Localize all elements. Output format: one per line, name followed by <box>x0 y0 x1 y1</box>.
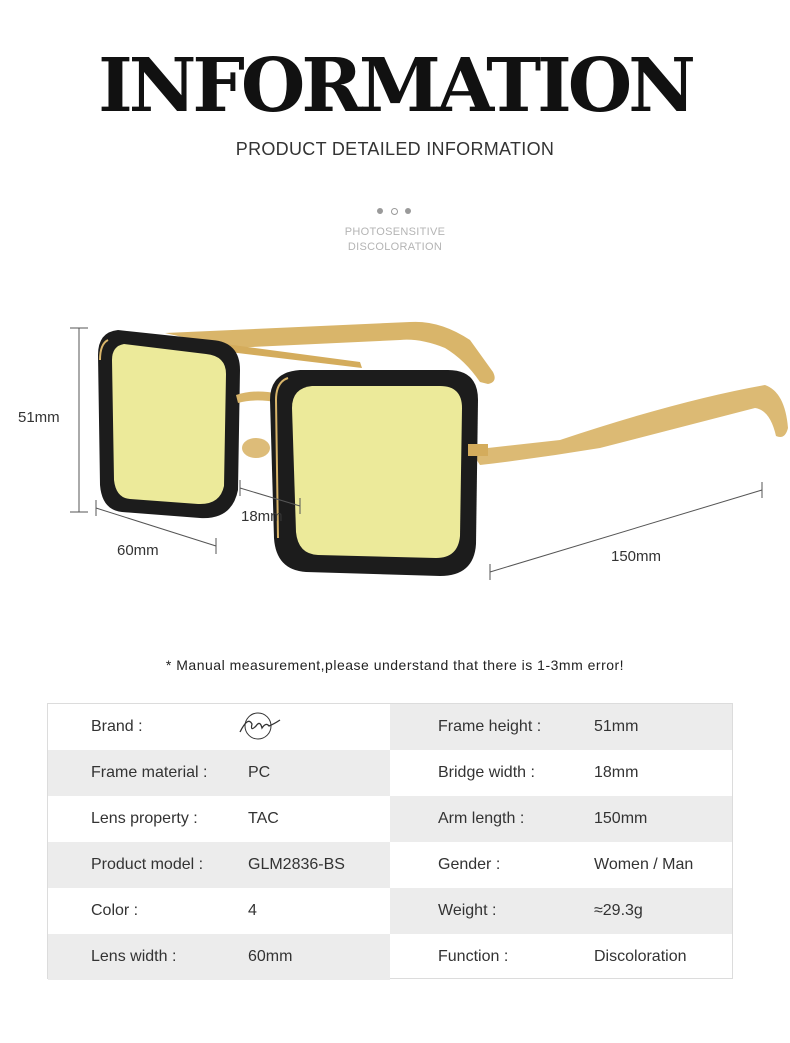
spec-value: 18mm <box>594 764 639 781</box>
spec-value: 51mm <box>594 718 639 735</box>
spec-value: Women / Man <box>594 856 694 873</box>
spec-value: ≈29.3g <box>594 902 643 919</box>
dimension-height-label: 51mm <box>18 409 60 426</box>
table-row <box>48 842 732 888</box>
table-row <box>48 796 732 842</box>
near-temple-arm <box>470 385 788 465</box>
spec-label: Gender : <box>438 856 501 873</box>
spec-label: Frame height : <box>438 718 542 735</box>
dimension-bridge-label: 18mm <box>241 508 283 525</box>
spec-label: Brand : <box>91 718 143 735</box>
spec-value: GLM2836-BS <box>248 856 345 873</box>
page-subtitle: PRODUCT DETAILED INFORMATION <box>235 139 555 159</box>
spec-value: TAC <box>248 810 279 827</box>
spec-label: Lens width : <box>91 948 177 965</box>
feature-label-line2: DISCOLORATION <box>347 241 443 253</box>
table-row <box>48 750 732 796</box>
dimension-arm-length-label: 150mm <box>611 548 662 565</box>
spec-label: Bridge width : <box>438 764 535 781</box>
dot-icon <box>377 208 383 214</box>
page-title: INFORMATION <box>98 43 692 129</box>
left-lens-group <box>98 330 240 518</box>
spec-label: Weight : <box>438 902 497 919</box>
spec-label: Product model : <box>91 856 204 873</box>
spec-label: Lens property : <box>91 810 198 827</box>
dot-icon <box>405 208 411 214</box>
spec-value: PC <box>248 764 271 781</box>
dot-hollow-icon <box>391 208 398 215</box>
spec-table <box>47 703 733 979</box>
spec-value: 4 <box>248 902 257 919</box>
table-row <box>48 934 732 980</box>
spec-label: Frame material : <box>91 764 208 781</box>
spec-label: Color : <box>91 902 139 919</box>
spec-value: Discoloration <box>594 948 687 965</box>
dimension-lens-width-label: 60mm <box>117 542 159 559</box>
spec-value: 150mm <box>594 810 648 827</box>
table-row <box>48 888 732 934</box>
feature-label-line1: PHOTOSENSITIVE <box>344 226 446 238</box>
brand-signature-logo-icon <box>236 710 282 742</box>
measurement-note: * Manual measurement,please understand that there is 1-3mm error! <box>165 657 625 673</box>
spec-label: Arm length : <box>438 810 525 827</box>
carousel-dots <box>377 208 413 216</box>
table-row <box>48 704 732 750</box>
nose-pad-left <box>242 438 270 458</box>
right-lens-group <box>270 370 478 576</box>
hinge <box>468 444 488 456</box>
spec-value: 60mm <box>248 948 293 965</box>
spec-label: Function : <box>438 948 509 965</box>
